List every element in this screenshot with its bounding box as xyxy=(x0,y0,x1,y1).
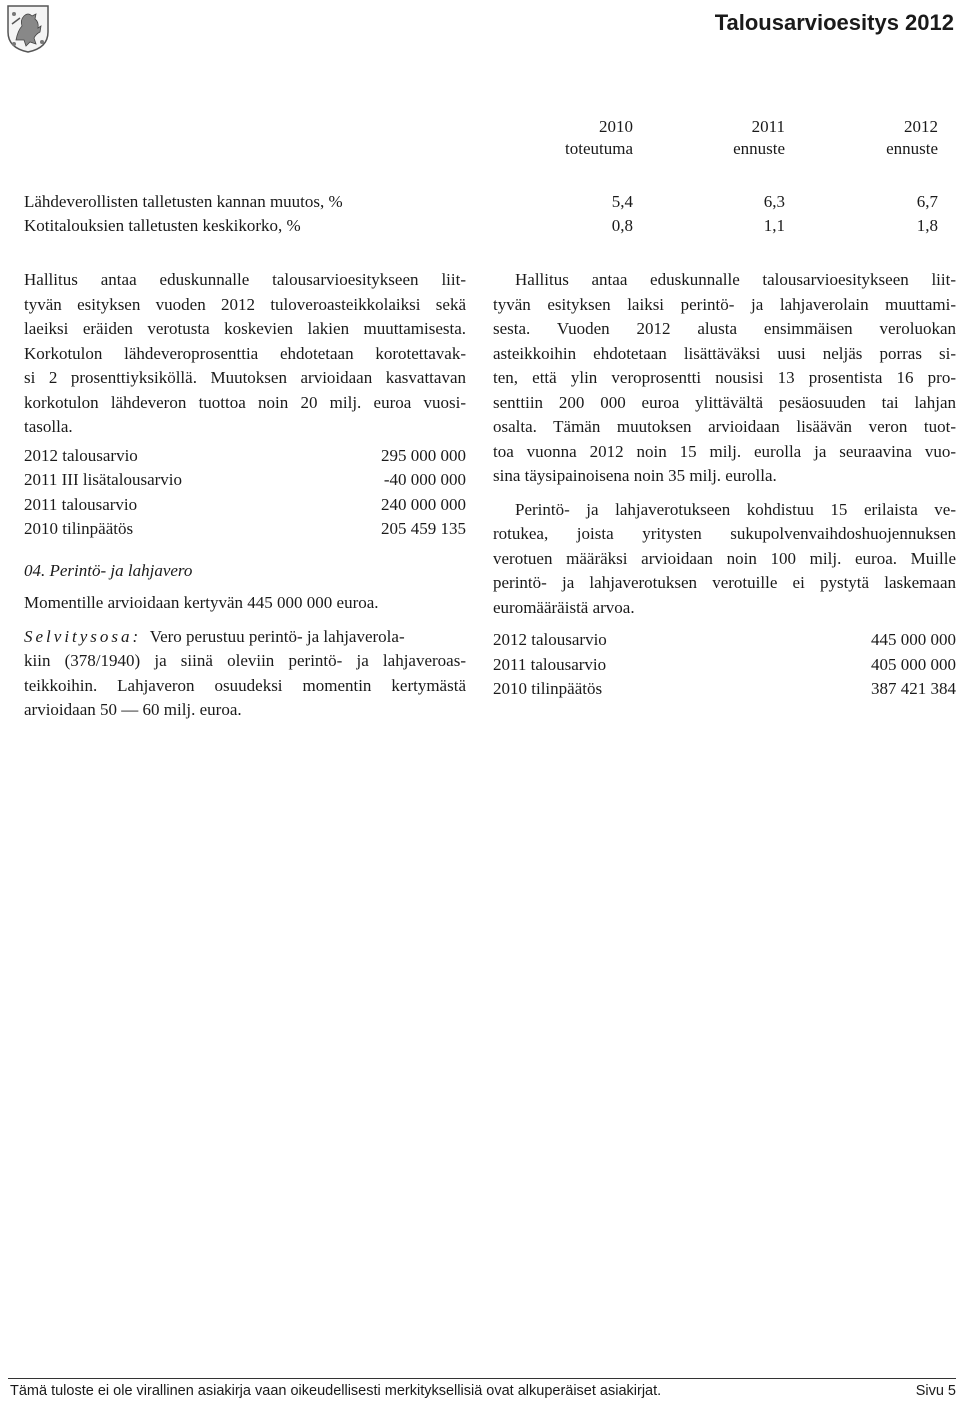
budget-row xyxy=(24,493,466,518)
column-header-2012 xyxy=(838,116,938,160)
text-line: tyvän esityksen laiksi perintö- ja lahjaverolain muuttami- xyxy=(493,294,956,314)
budget-amount: 405 000 000 xyxy=(871,654,956,674)
text-line: ten, että ylin veroprosentti nousisi 13 prosentista 16 pro- xyxy=(493,368,956,387)
stats-row xyxy=(24,214,938,238)
right-budget-table xyxy=(493,628,956,702)
coat-of-arms-logo xyxy=(6,4,50,54)
document-title: Talousarvioesitys 2012 xyxy=(714,10,954,35)
column-year: 2012 xyxy=(904,117,938,136)
budget-label: 2010 tilinpäätös xyxy=(24,519,134,538)
budget-label: 2011 III lisätalousarvio xyxy=(24,470,182,489)
footer xyxy=(10,1381,956,1401)
budget-row xyxy=(24,517,466,542)
text-line: kiin (378/1940) ja siinä oleviin perintö- ja lahjaveroas- xyxy=(24,651,466,670)
budget-row xyxy=(493,653,956,678)
text-line: asteikkoihin ehdotetaan lisättäväksi uusi neljäs porras si- xyxy=(493,343,956,363)
text-line: korkotulon lähdeveron tuottoa noin 20 milj. euroa vuosi- xyxy=(24,392,466,412)
column-kind: ennuste xyxy=(886,139,938,158)
budget-row xyxy=(24,444,466,469)
stats-row xyxy=(24,190,938,214)
budget-label: 2012 talousarvio xyxy=(24,445,138,465)
column-year: 2010 xyxy=(599,117,633,136)
footer-notice: Tämä tuloste ei ole virallinen asiakirja vaan oikeudellisesti merkityksellisiä ovat alkuperäiset asiakirjat. xyxy=(10,1383,662,1399)
page-number: Sivu 5 xyxy=(915,1383,956,1399)
stats-row-label: Lähdeverollisten talletusten kannan muutos, % xyxy=(24,192,343,211)
text-line: senttiin 200 000 euroa ylittävältä pesäosuuden tai lahjan xyxy=(493,392,956,412)
text-line: laeiksi eräiden verotusta koskevien lakien muuttamisesta. xyxy=(24,319,466,338)
column-kind: toteutuma xyxy=(565,139,633,158)
right-paragraph-2 xyxy=(493,498,956,621)
stats-value-2012: 1,8 xyxy=(916,216,938,235)
text-line: perintö- ja lahjaverotuksen verotuille ei pystytä laskemaan xyxy=(493,573,956,592)
text-line: rotukea, joista yritysten sukupolvenvaihdoshuojennuksen xyxy=(493,524,956,543)
lion-icon xyxy=(6,4,50,54)
left-paragraph-1 xyxy=(24,268,466,440)
text-line: arvioidaan 50 — 60 milj. euroa. xyxy=(24,700,242,719)
budget-label: 2012 talousarvio xyxy=(493,630,607,649)
left-column xyxy=(24,268,466,723)
column-header-2011 xyxy=(685,116,785,160)
stats-value-2010: 0,8 xyxy=(611,216,633,235)
budget-amount: 240 000 000 xyxy=(381,494,466,514)
stats-value-2010: 5,4 xyxy=(611,192,633,211)
text-line: tasolla. xyxy=(24,417,73,436)
budget-amount: 445 000 000 xyxy=(871,630,956,649)
budget-amount: 205 459 135 xyxy=(381,519,466,538)
budget-label: 2010 tilinpäätös xyxy=(493,679,603,698)
stats-value-2011: 6,3 xyxy=(763,192,785,211)
left-budget-table xyxy=(24,444,466,542)
budget-row xyxy=(24,468,466,493)
text-line: sina täysipainoisena noin 35 milj. eurolla. xyxy=(493,466,777,485)
text-line: toa vuonna 2012 noin 15 milj. eurolla ja seuraavina vuo- xyxy=(493,441,956,461)
budget-row xyxy=(493,628,956,653)
budget-amount: -40 000 000 xyxy=(383,470,466,489)
column-kind: ennuste xyxy=(733,139,785,158)
budget-amount: 387 421 384 xyxy=(871,679,956,698)
text-fragment: Vero perustuu perintö- ja lahjaverola- xyxy=(149,626,405,646)
text-line: teikkoihin. Lahjaveron osuudeksi momentin kertymästä xyxy=(24,675,466,695)
column-header-2010 xyxy=(533,116,633,160)
stats-row-label: Kotitalouksien talletusten keskikorko, % xyxy=(24,216,301,235)
budget-label: 2011 talousarvio xyxy=(24,494,138,514)
text-line: Hallitus antaa eduskunnalle talousarvioesitykseen liit- xyxy=(24,270,466,289)
stats-value-2012: 6,7 xyxy=(916,192,938,211)
right-column xyxy=(493,268,956,702)
text-line: verotuen määräksi arvioidaan noin 100 milj. euroa. Muille xyxy=(493,548,956,568)
text-line: osalta. Tämän muutoksen arvioidaan lisäävän veron tuot- xyxy=(493,417,956,436)
text-line xyxy=(24,625,466,650)
section-intro: Momentille arvioidaan kertyvän 445 000 000 euroa. xyxy=(24,593,379,612)
text-line: si 2 prosenttiyksiköllä. Muutoksen arvioidaan kasvattavan xyxy=(24,368,466,387)
budget-label: 2011 talousarvio xyxy=(493,654,607,674)
selvitys-paragraph xyxy=(24,625,466,723)
text-line: tyvän esityksen vuoden 2012 tuloveroasteikkolaiksi sekä xyxy=(24,294,466,314)
selvitysosa-label: Selvitysosa: xyxy=(24,626,142,646)
section-heading: 04. Perintö- ja lahjavero xyxy=(24,560,193,580)
text-line: Hallitus antaa eduskunnalle talousarvioesitykseen liit- xyxy=(515,270,956,289)
budget-row xyxy=(493,677,956,702)
budget-amount: 295 000 000 xyxy=(381,445,466,465)
column-year: 2011 xyxy=(751,117,785,136)
text-line: Korkotulon lähdeveroprosenttia ehdotetaan korotettavak- xyxy=(24,343,466,363)
stats-value-2011: 1,1 xyxy=(763,216,785,235)
text-line: Perintö- ja lahjaverotukseen kohdistuu 15 erilaista ve- xyxy=(515,499,956,519)
right-paragraph-1 xyxy=(493,268,956,489)
footer-divider xyxy=(8,1378,956,1379)
text-line: euromääräistä arvoa. xyxy=(493,597,635,617)
text-line: sesta. Vuoden 2012 alusta ensimmäisen veroluokan xyxy=(493,319,956,338)
